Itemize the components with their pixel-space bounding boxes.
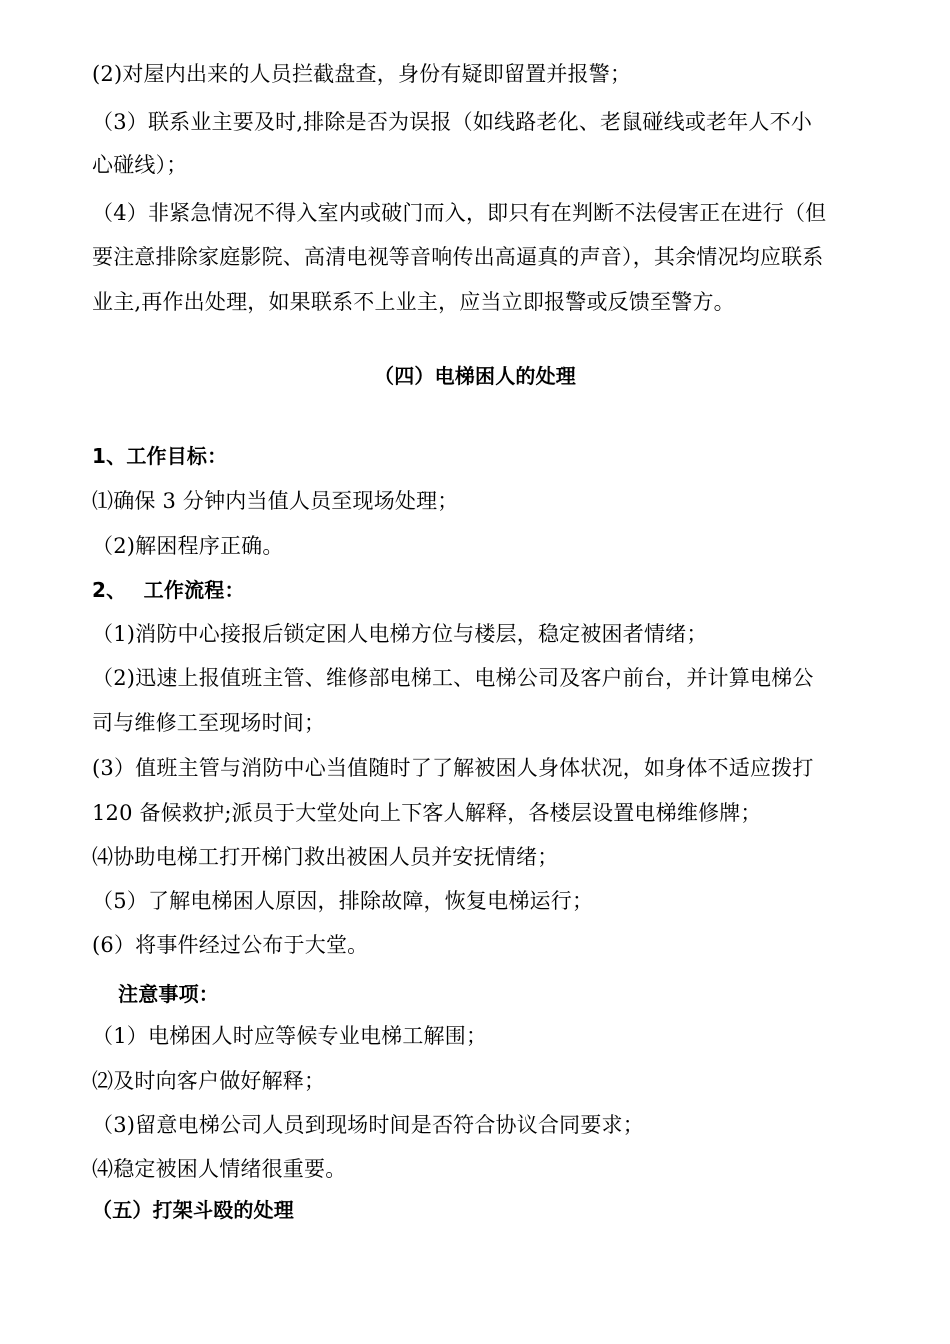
process-line: 120 备候救护;派员于大堂处向上下客人解释，各楼层设置电梯维修牌； [92,801,762,825]
paragraph-line: (2)对屋内出来的人员拦截盘查，身份有疑即留置并报警； [92,62,632,86]
notes-heading: 注意事项： [118,982,219,1006]
notes-item: （1）电梯困人时应等候专业电梯工解围； [92,1024,488,1048]
notes-item: （3)留意电梯公司人员到现场时间是否符合协议合同要求； [92,1113,644,1137]
goal-heading: 1、工作目标： [92,444,228,468]
goal-item: （2)解困程序正确。 [92,534,284,558]
process-line: （2)迅速上报值班主管、维修部电梯工、电梯公司及客户前台，并计算电梯公 [92,666,814,690]
paragraph-line: （4）非紧急情况不得入室内或破门而入，即只有在判断不法侵害正在进行（但 [92,201,827,225]
section-title: （五）打架斗殴的处理 [92,1198,294,1222]
goal-item: ⑴确保 3 分钟内当值人员至现场处理； [92,489,459,513]
paragraph-line: （3）联系业主要及时,排除是否为误报（如线路老化、老鼠碰线或老年人不小 [92,110,813,134]
section-title: （四）电梯困人的处理 [374,364,576,388]
process-line: ⑷协助电梯工打开梯门救出被困人员并安抚情绪； [92,845,559,869]
process-line: (3）值班主管与消防中心当值随时了了解被困人身体状况，如身体不适应拨打 [92,756,814,780]
process-line: （1)消防中心接报后锁定困人电梯方位与楼层，稳定被困者情绪； [92,622,708,646]
notes-item: ⑷稳定被困人情绪很重要。 [92,1157,347,1181]
notes-item: ⑵及时向客户做好解释； [92,1069,326,1093]
process-line: (6）将事件经过公布于大堂。 [92,933,369,957]
process-line: （5）了解电梯困人原因，排除故障，恢复电梯运行； [92,889,594,913]
process-line: 司与维修工至现场时间； [92,711,326,735]
paragraph-line: 业主,再作出处理，如果联系不上业主，应当立即报警或反馈至警方。 [92,290,735,314]
paragraph-line: 心碰线）； [92,153,188,177]
process-heading: 2、 工作流程： [92,578,245,602]
paragraph-line: 要注意排除家庭影院、高清电视等音响传出高逼真的声音），其余情况均应联系 [92,245,824,269]
